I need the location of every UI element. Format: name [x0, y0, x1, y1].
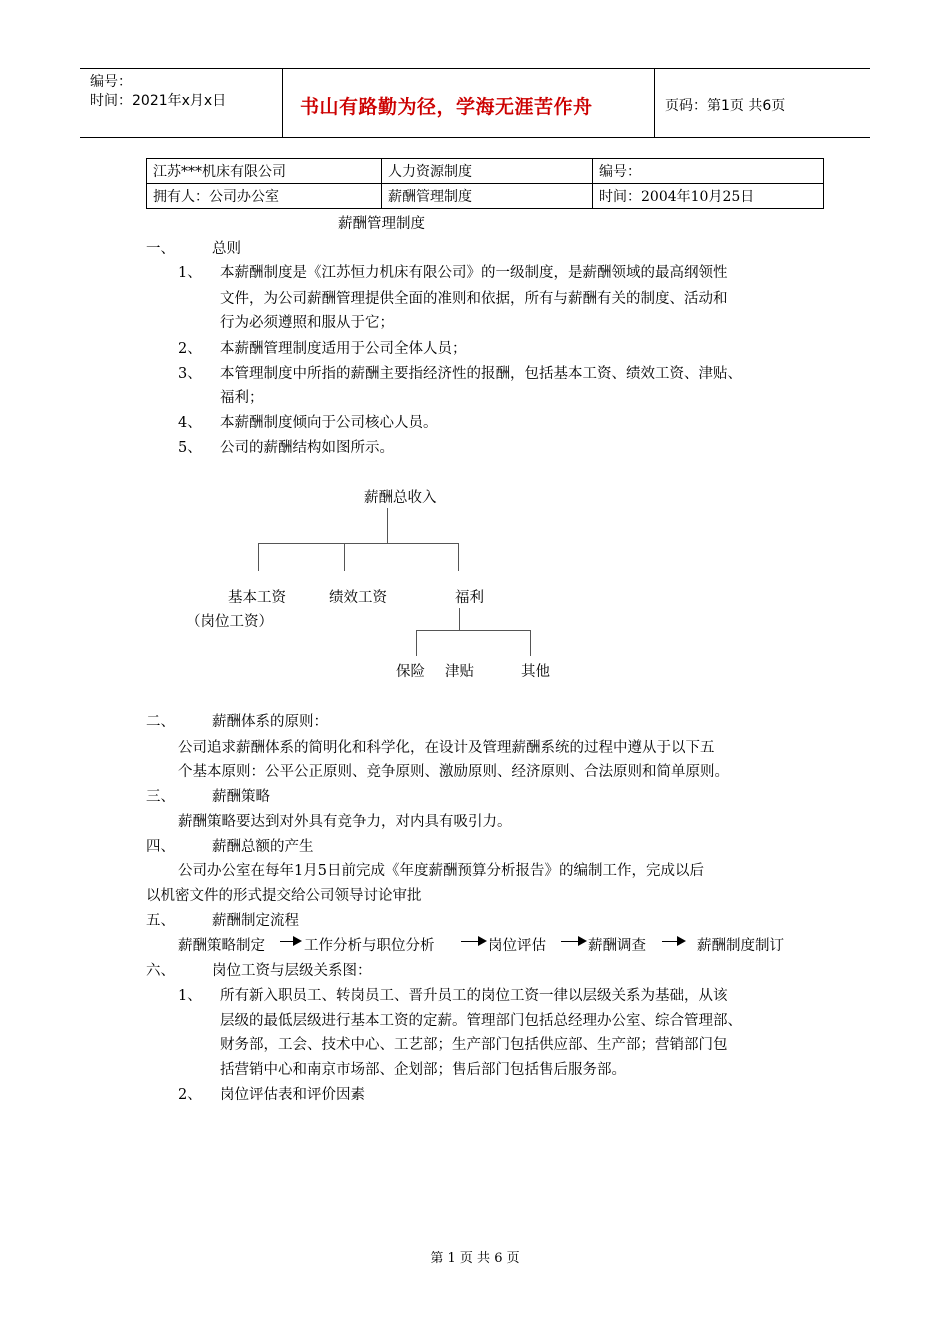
- list-item-number: 2、: [178, 341, 202, 357]
- list-item-text: 本薪酬管理制度适用于公司全体人员；: [220, 341, 467, 357]
- section-3-title: 薪酬策略: [212, 789, 270, 805]
- tree-node-base-salary-note: （岗位工资）: [186, 614, 273, 630]
- list-item-number: 4、: [178, 415, 202, 431]
- tree-node-insurance: 保险: [396, 664, 425, 680]
- list-item-text: 福利；: [220, 390, 264, 406]
- flow-step: 工作分析与职位分析: [304, 938, 435, 954]
- list-item-number: 2、: [178, 1087, 202, 1103]
- category-cell: 人力资源制度: [382, 159, 593, 184]
- list-item-text: 岗位评估表和评价因素: [220, 1087, 365, 1103]
- list-item-number: 5、: [178, 440, 202, 456]
- tree-node-other: 其他: [521, 664, 550, 680]
- paragraph-line: 公司办公室在每年1月5日前完成《年度薪酬预算分析报告》的编制工作，完成以后: [178, 863, 704, 879]
- flow-step: 薪酬制度制订: [697, 938, 784, 954]
- list-item-text: 财务部，工会、技术中心、工艺部；生产部门包括供应部、生产部；营销部门包: [220, 1037, 728, 1053]
- tree-connector: [530, 630, 531, 656]
- section-1-title: 总则: [212, 241, 241, 257]
- arrow-icon: [293, 936, 302, 946]
- header-page-info: 页码：第1页 共6页: [665, 98, 786, 114]
- list-item-number: 1、: [178, 265, 202, 281]
- paragraph-line: 公司追求薪酬体系的简明化和科学化，在设计及管理薪酬系统的过程中遵从于以下五: [178, 740, 715, 756]
- arrow-icon: [561, 941, 579, 942]
- header-time-label: 时间：2021年x月x日: [90, 93, 227, 109]
- tree-connector: [416, 630, 417, 656]
- list-item-text: 公司的薪酬结构如图所示。: [220, 440, 394, 456]
- section-1-number: 一、: [146, 241, 175, 257]
- section-2-title: 薪酬体系的原则：: [212, 714, 328, 730]
- tree-connector: [416, 630, 531, 631]
- list-item-text: 文件，为公司薪酬管理提供全面的准则和依据，所有与薪酬有关的制度、活动和: [220, 291, 728, 307]
- owner-cell: 拥有人：公司办公室: [147, 184, 382, 209]
- section-2-number: 二、: [146, 714, 175, 730]
- list-item-number: 1、: [178, 988, 202, 1004]
- tree-node-performance-salary: 绩效工资: [329, 590, 387, 606]
- arrow-icon: [461, 941, 479, 942]
- page-footer: 第 1 页 共 6 页: [430, 1251, 520, 1266]
- document-info-table: [146, 158, 824, 209]
- arrow-icon: [280, 941, 294, 942]
- header-motto: 书山有路勤为径，学海无涯苦作舟: [300, 96, 593, 118]
- section-6-title: 岗位工资与层级关系图：: [212, 963, 372, 979]
- arrow-icon: [662, 941, 678, 942]
- tree-node-allowance: 津贴: [445, 664, 474, 680]
- list-item-text: 层级的最低层级进行基本工资的定薪。管理部门包括总经理办公室、综合管理部、: [220, 1013, 742, 1029]
- paragraph-line: 以机密文件的形式提交给公司领导讨论审批: [146, 888, 422, 904]
- date-cell: 时间：2004年10月25日: [593, 184, 824, 209]
- section-6-number: 六、: [146, 963, 175, 979]
- tree-node-base-salary: 基本工资: [228, 590, 286, 606]
- doc-name-cell: 薪酬管理制度: [382, 184, 593, 209]
- section-4-number: 四、: [146, 839, 175, 855]
- flow-step: 岗位评估: [488, 938, 546, 954]
- arrow-icon: [578, 936, 587, 946]
- header-divider: [282, 69, 283, 137]
- list-item-text: 所有新入职员工、转岗员工、晋升员工的岗位工资一律以层级关系为基础，从该: [220, 988, 728, 1004]
- tree-connector: [344, 543, 345, 571]
- document-title: 薪酬管理制度: [338, 216, 425, 232]
- section-4-title: 薪酬总额的产生: [212, 839, 314, 855]
- list-item-text: 本管理制度中所指的薪酬主要指经济性的报酬，包括基本工资、绩效工资、津贴、: [220, 366, 742, 382]
- header-number-label: 编号：: [90, 74, 132, 90]
- flow-step: 薪酬策略制定: [178, 938, 265, 954]
- tree-connector: [458, 543, 459, 571]
- tree-node-welfare: 福利: [455, 590, 484, 606]
- list-item-text: 本薪酬制度是《江苏恒力机床有限公司》的一级制度，是薪酬领域的最高纲领性: [220, 265, 728, 281]
- tree-connector: [258, 543, 459, 544]
- tree-connector: [387, 508, 388, 543]
- number-cell: 编号：: [593, 159, 824, 184]
- tree-connector: [459, 608, 460, 630]
- tree-connector: [258, 543, 259, 571]
- paragraph-line: 薪酬策略要达到对外具有竞争力，对内具有吸引力。: [178, 814, 512, 830]
- arrow-icon: [478, 936, 487, 946]
- header-divider: [654, 69, 655, 137]
- list-item-number: 3、: [178, 366, 202, 382]
- list-item-text: 行为必须遵照和服从于它；: [220, 315, 394, 331]
- section-3-number: 三、: [146, 789, 175, 805]
- arrow-icon: [677, 936, 686, 946]
- section-5-number: 五、: [146, 913, 175, 929]
- list-item-text: 本薪酬制度倾向于公司核心人员。: [220, 415, 438, 431]
- tree-root-label: 薪酬总收入: [364, 490, 437, 506]
- company-name-cell: 江苏***机床有限公司: [147, 159, 382, 184]
- flow-step: 薪酬调查: [588, 938, 646, 954]
- list-item-text: 括营销中心和南京市场部、企划部；售后部门包括售后服务部。: [220, 1062, 626, 1078]
- paragraph-line: 个基本原则：公平公正原则、竞争原则、激励原则、经济原则、合法原则和简单原则。: [178, 764, 729, 780]
- section-5-title: 薪酬制定流程: [212, 913, 299, 929]
